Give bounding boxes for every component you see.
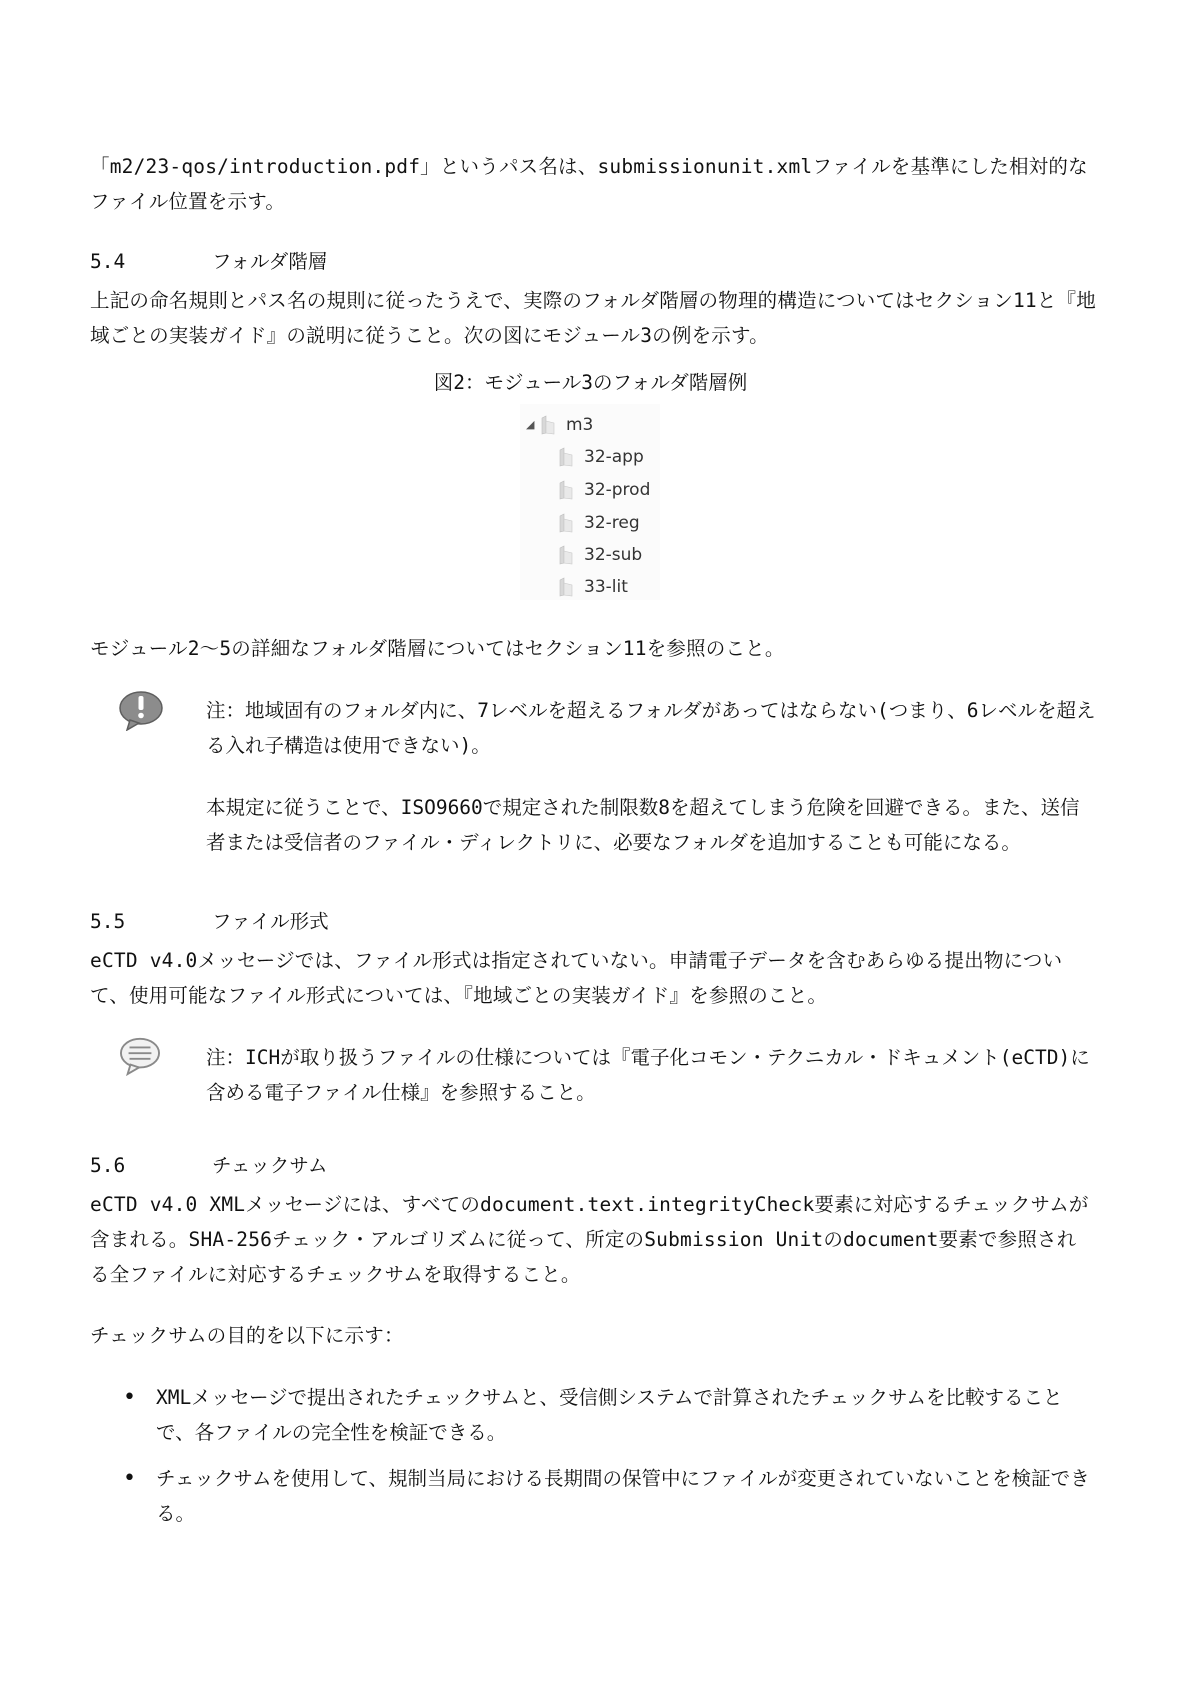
section-title: チェックサム [212,1154,328,1177]
section-5-4-heading [90,244,327,279]
tree-item[interactable] [558,572,628,602]
bullet-item: チェックサムを使用して、規制当局における長期間の保管中にファイルが変更されていないことを検証できる。 [156,1467,1090,1525]
tree-item[interactable] [558,442,644,472]
folder-icon [558,545,574,565]
bullet-marker: • [123,1466,136,1491]
tree-item-label: 32-app [584,447,644,467]
figure-caption: 図2：モジュール3のフォルダ階層例 [433,371,748,394]
tree-root[interactable] [526,410,593,440]
note-iso9660-followup: 本規定に従うことで、ISO9660で規定された制限数8を超えてしまう危険を回避できる。また、送信者または受信者のファイル・ディレクトリに、必要なフォルダを追加することも可能になる。 [206,796,1080,854]
folder-icon [540,415,556,435]
section-number: 5.5 [90,910,126,933]
exclamation-speech-bubble-icon [118,689,164,731]
tree-item[interactable] [558,475,650,505]
section-5-5-body: eCTD v4.0メッセージでは、ファイル形式は指定されていない。申請電子データを含むあらゆる提出物について、使用可能なファイル形式については、『地域ごとの実装ガイド』を参照のこと。 [90,949,1063,1007]
folder-icon [558,577,574,597]
section-title: ファイル形式 [212,910,329,933]
folder-icon [558,513,574,533]
bullet-marker: • [123,1385,136,1410]
after-figure-paragraph: モジュール2～5の詳細なフォルダ階層についてはセクション11を参照のこと。 [90,637,785,660]
section-5-6-body: eCTD v4.0 XMLメッセージには、すべてのdocument.text.integrityCheck要素に対応するチェックサムが含まれる。SHA-256チェック・アルゴリズムに従って、所定のSubmission Unitのdocument要素で参照される全ファイルに対応するチェックサムを取得すること。 [90,1193,1089,1286]
tree-item[interactable] [558,540,642,570]
tree-item-label: 32-sub [584,545,643,565]
note-max-folder-levels: 注：地域固有のフォルダ内に、7レベルを超えるフォルダがあってはならない(つまり、6レベルを超える入れ子構造は使用できない)。 [206,699,1096,757]
text-speech-bubble-icon [118,1036,162,1076]
folder-tree [520,404,660,600]
tree-item[interactable] [558,508,640,538]
checksum-purpose-intro: チェックサムの目的を以下に示す： [90,1324,404,1347]
tree-item-label: 32-prod [584,480,651,500]
tree-root-label: m3 [566,415,594,435]
expanded-triangle-icon[interactable]: ◢ [526,418,535,431]
bullet-item: XMLメッセージで提出されたチェックサムと、受信側システムで計算されたチェックサムを比較することで、各ファイルの完全性を検証できる。 [156,1386,1063,1444]
section-5-5-heading [90,904,329,939]
section-5-6-heading [90,1148,327,1183]
section-5-4-body: 上記の命名規則とパス名の規則に従ったうえで、実際のフォルダ階層の物理的構造についてはセクション11と『地域ごとの実装ガイド』の説明に従うこと。次の図にモジュール3の例を示す。 [90,289,1096,347]
section-number: 5.6 [90,1154,126,1177]
folder-icon [558,480,574,500]
note-ich-file-spec: 注：ICHが取り扱うファイルの仕様については『電子化コモン・テクニカル・ドキュメント(eCTD)に含める電子ファイル仕様』を参照すること。 [206,1046,1090,1104]
intro-paragraph: 「m2/23-qos/introduction.pdf」というパス名は、submissionunit.xmlファイルを基準にした相対的なファイル位置を示す。 [90,155,1088,213]
tree-item-label: 33-lit [584,577,628,597]
section-number: 5.4 [90,250,126,273]
tree-item-label: 32-reg [584,513,640,533]
folder-icon [558,447,574,467]
section-title: フォルダ階層 [212,250,328,273]
